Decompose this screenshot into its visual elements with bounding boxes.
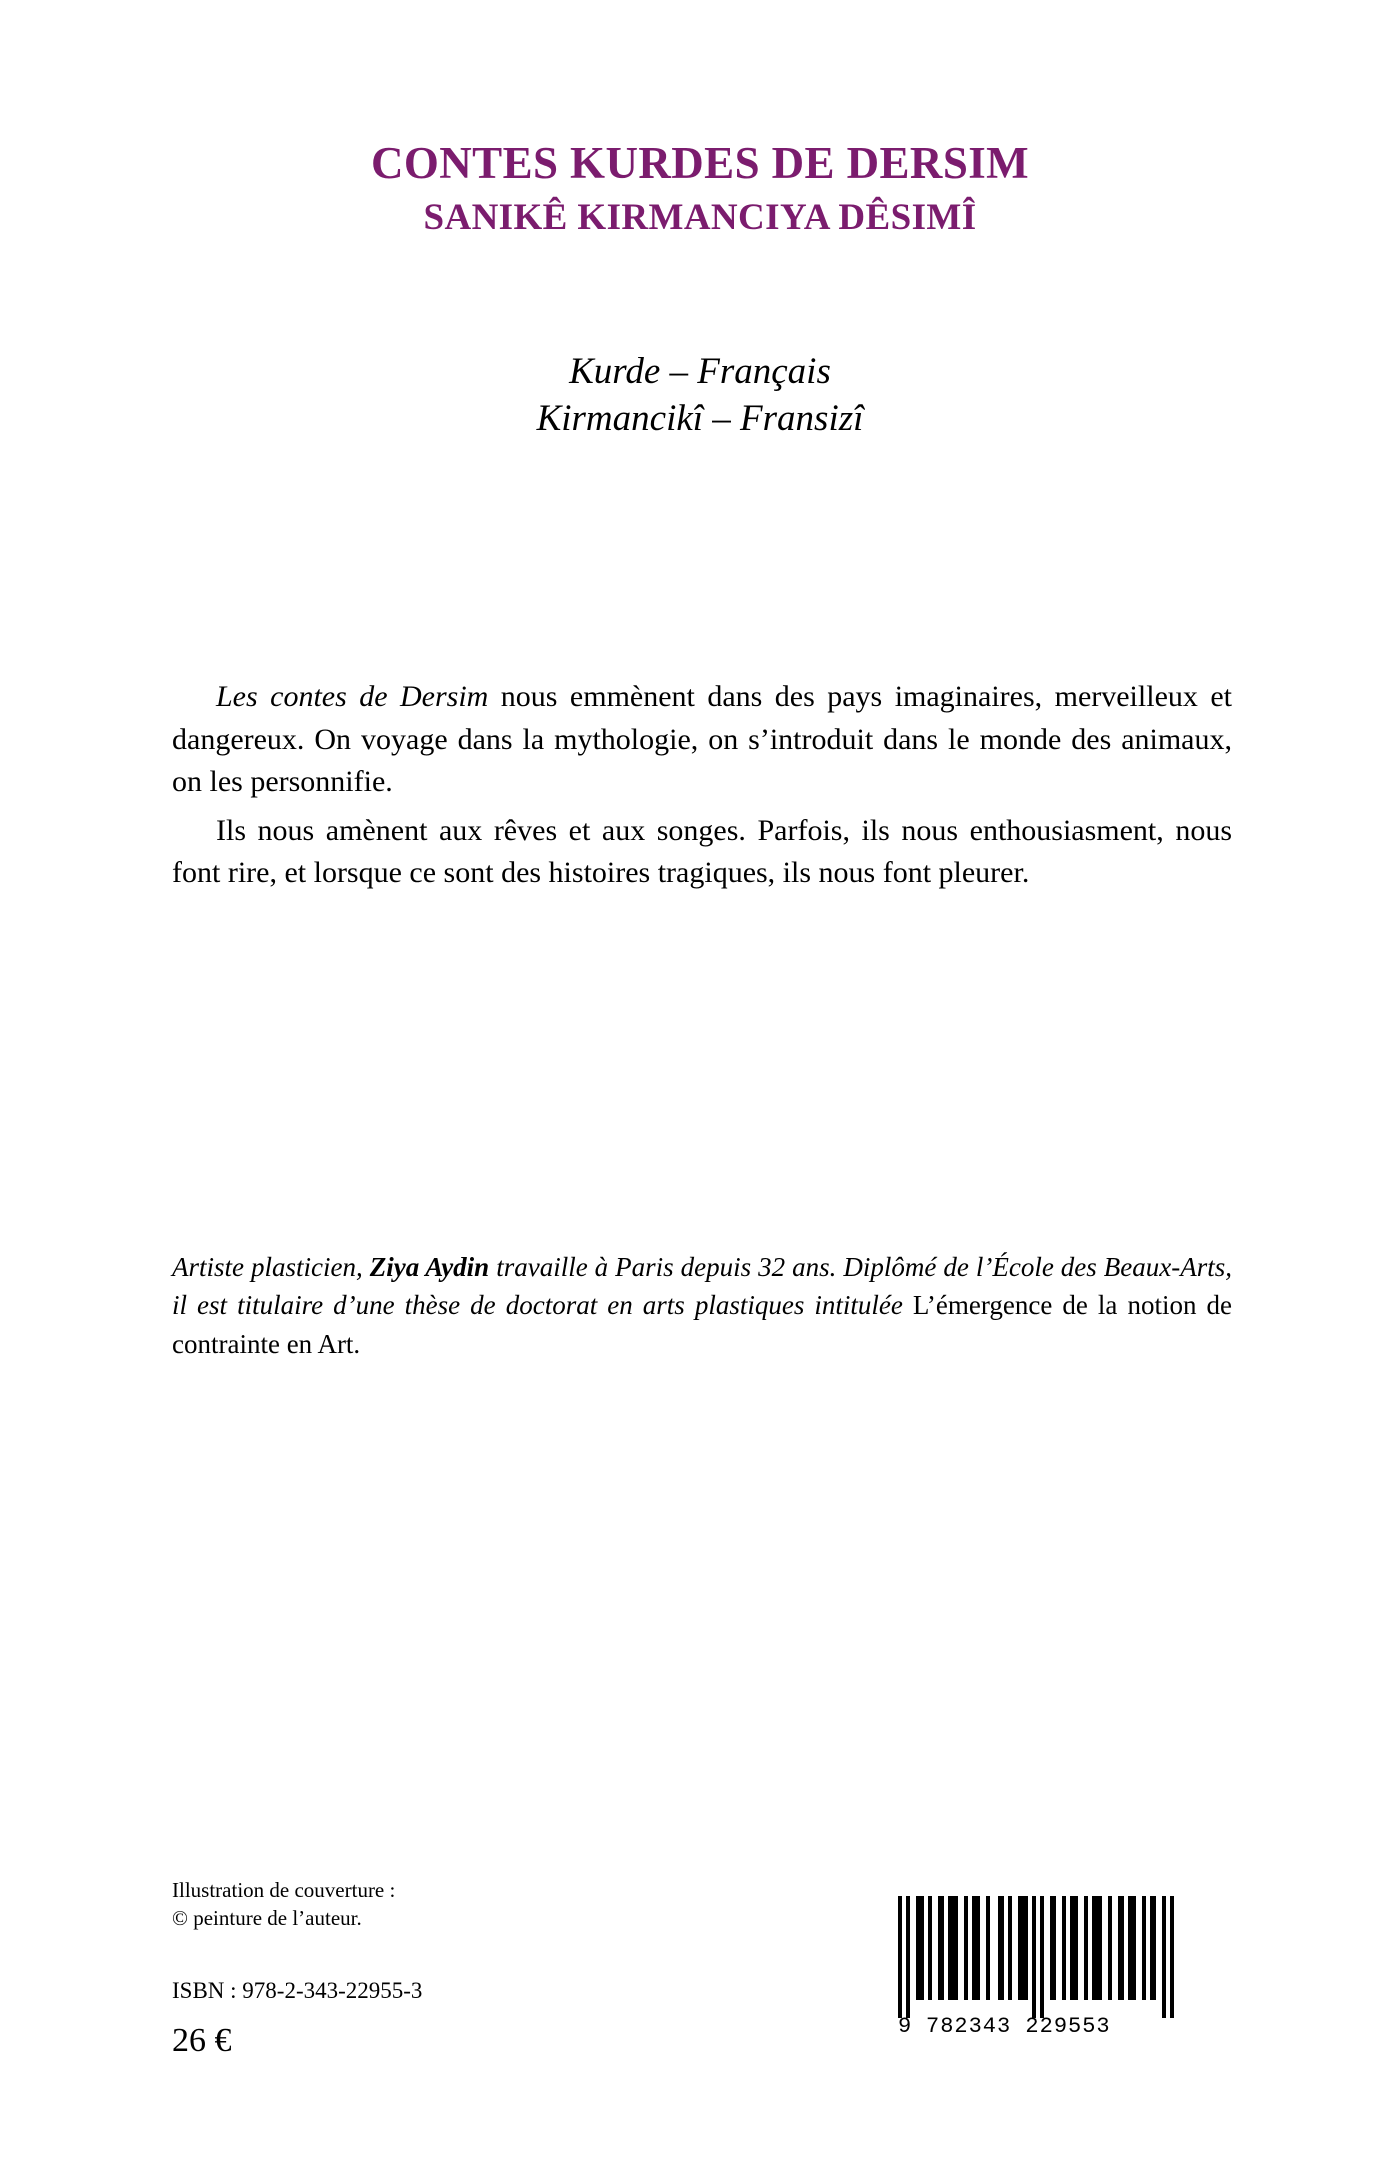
title-block bbox=[0, 138, 1400, 241]
barcode-lead-digit: 9 bbox=[898, 2014, 913, 2039]
author-note-part-2: travaille à Paris depuis 32 ans. Diplômé de l’École des Beaux-Arts, il est titulaire d’une thèse de doctorat en arts plastiques intitulée bbox=[172, 1252, 1232, 1321]
author-name: Ziya Aydin bbox=[369, 1252, 490, 1282]
blurb-paragraph-1 bbox=[172, 676, 1232, 804]
blurb-paragraph-2: Ils nous amènent aux rêves et aux songes. Parfois, ils nous enthousiasment, nous font rire, et lorsque ce sont des histoires tragiques, ils nous font pleurer. bbox=[172, 813, 1232, 890]
cover-credit-line-2: © peinture de l’auteur. bbox=[172, 1906, 362, 1931]
blurb-paragraph-1-rest: nous emmènent dans des pays imaginaires, merveilleux et dangereux. On voyage dans la mythologie, on s’introduit dans le monde des animaux, on les personnifie. bbox=[172, 680, 1232, 799]
barcode bbox=[898, 1896, 1188, 2058]
author-biography bbox=[172, 1248, 1232, 1363]
language-line-2: Kirmancikî – Fransizî bbox=[536, 398, 864, 440]
thesis-title: L’émergence de la notion de contrainte en Art. bbox=[172, 1290, 1232, 1359]
blurb-italic-title: Les contes de Dersim bbox=[216, 680, 489, 713]
price-text: 26 € bbox=[172, 2022, 232, 2059]
blurb-text bbox=[172, 676, 1232, 901]
barcode-number: 782343 229553 bbox=[926, 2014, 1111, 2039]
page-subtitle: SANIKÊ KIRMANCIYA DÊSIMÎ bbox=[423, 197, 977, 239]
isbn-text: ISBN : 978-2-343-22955-3 bbox=[172, 1978, 423, 2003]
language-line-1: Kurde – Français bbox=[569, 351, 831, 392]
cover-credit-line-1: Illustration de couverture : bbox=[172, 1878, 396, 1902]
barcode-bars bbox=[898, 1896, 1188, 2018]
cover-credit bbox=[172, 1876, 812, 1933]
author-note-part-1: Artiste plasticien, bbox=[172, 1252, 370, 1282]
language-block bbox=[0, 348, 1400, 443]
page-title: CONTES KURDES DE DERSIM bbox=[370, 138, 1030, 188]
